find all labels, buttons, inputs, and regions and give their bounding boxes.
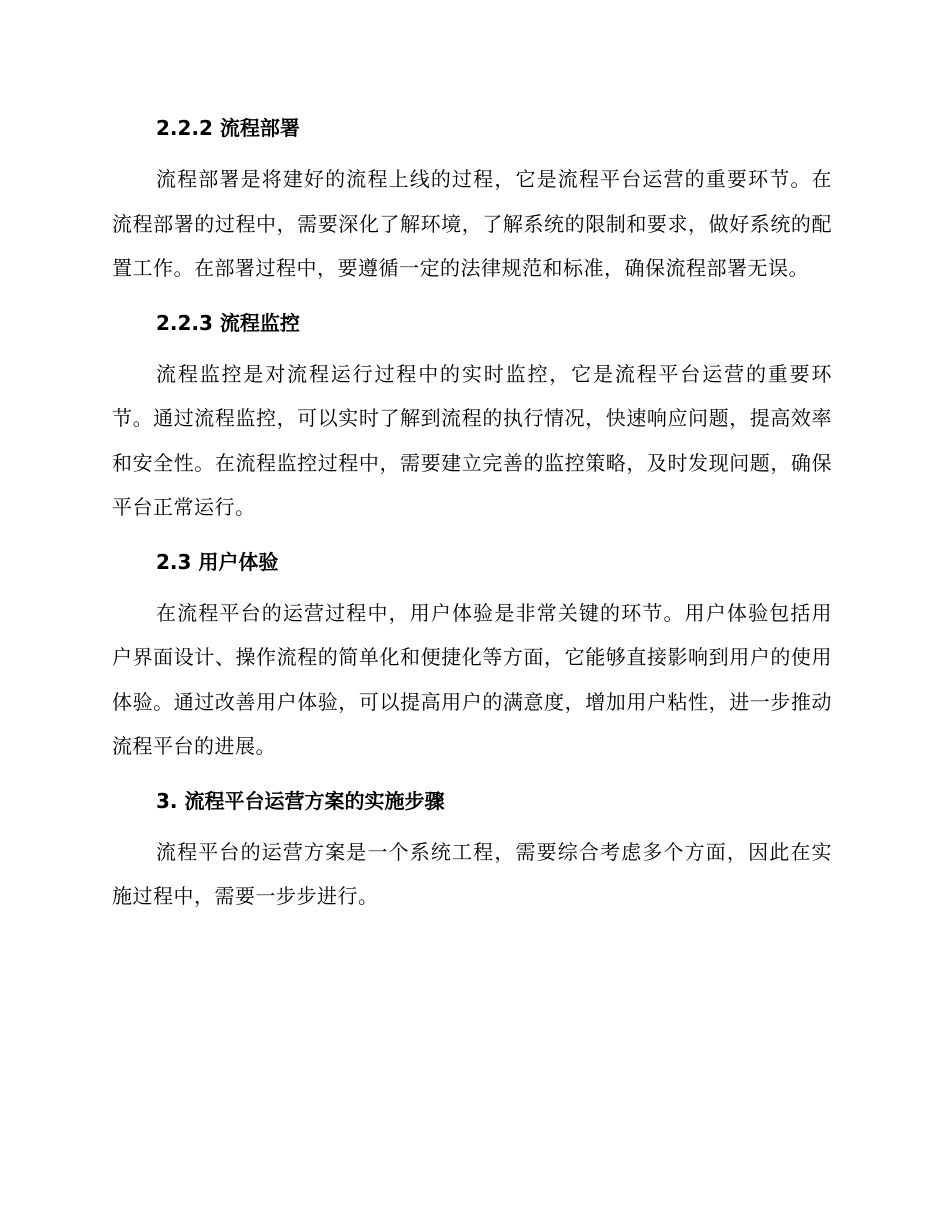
section-paragraph-2-2-3: 流程监控是对流程运行过程中的实时监控，它是流程平台运营的重要环节。通过流程监控，可以实时了解到流程的执行情况，快速响应问题，提高效率和安全性。在流程监控过程中，需要建立完善的监控策略，及时发现问题，确保平台正常运行。 <box>112 361 832 519</box>
section-heading-3: 3. 流程平台运营方案的实施步骤 <box>156 788 445 813</box>
section-paragraph-2-3: 在流程平台的运营过程中，用户体验是非常关键的环节。用户体验包括用户界面设计、操作流程的简单化和便捷化等方面，它能够直接影响到用户的使用体验。通过改善用户体验，可以提高用户的满意度，增加用户粘性，进一步推动流程平台的进展。 <box>112 600 832 758</box>
section-heading-2-3: 2.3 用户体验 <box>156 549 279 574</box>
spacer <box>112 769 832 786</box>
section-paragraph-2-2-2: 流程部署是将建好的流程上线的过程，它是流程平台运营的重要环节。在流程部署的过程中，需要深化了解环境，了解系统的限制和要求，做好系统的配置工作。在部署过程中，要遵循一定的法律规范和标准，确保流程部署无误。 <box>112 167 832 280</box>
section-paragraph-3: 流程平台的运营方案是一个系统工程，需要综合考虑多个方面，因此在实施过程中，需要一步步进行。 <box>112 839 832 908</box>
spacer <box>112 291 832 308</box>
section-heading-2-2-3: 2.2.3 流程监控 <box>156 310 300 335</box>
spacer <box>112 143 832 157</box>
document-body <box>112 113 832 919</box>
section-heading-2-2-2: 2.2.2 流程部署 <box>156 116 300 140</box>
spacer <box>112 338 832 352</box>
spacer <box>112 577 832 591</box>
spacer <box>112 530 832 547</box>
spacer <box>112 816 832 830</box>
